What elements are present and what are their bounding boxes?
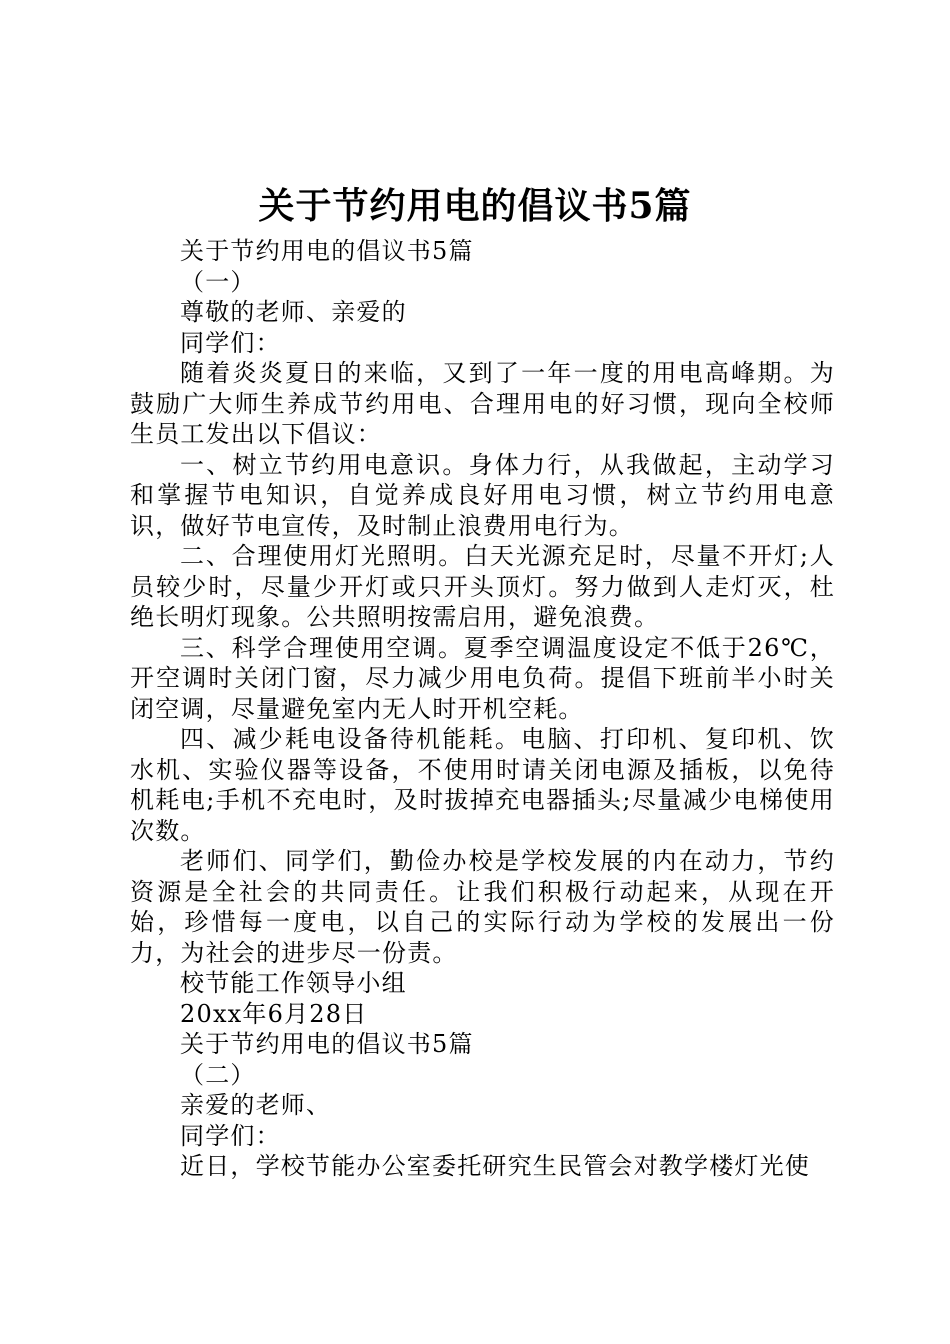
section-number: （一） xyxy=(180,267,256,296)
document-title: 关于节约用电的倡议书5篇 xyxy=(258,185,692,227)
body-paragraph: 二、合理使用灯光照明。白天光源充足时，尽量不开灯;人员较少时，尽量少开灯或只开头顶灯。努力做到人走灯灭，杜绝长明灯现象。公共照明按需启用，避免浪费。 xyxy=(130,542,835,631)
body-paragraph: 四、减少耗电设备待机能耗。电脑、打印机、复印机、饮水机、实验仪器等设备，不使用时请关闭电源及插板，以免待机耗电;手机不充电时，及时拔掉充电器插头;尽量减少电梯使用次数。 xyxy=(130,725,835,845)
salutation-line: 同学们： xyxy=(180,328,281,357)
section-number: （二） xyxy=(180,1060,256,1089)
date-line: 20xx年6月28日 xyxy=(180,999,368,1028)
body-paragraph: 一、树立节约用电意识。身体力行，从我做起，主动学习和掌握节电知识，自觉养成良好用电习惯，树立节约用电意识，做好节电宣传，及时制止浪费用电行为。 xyxy=(130,450,835,540)
body-paragraph: 老师们、同学们，勤俭办校是学校发展的内在动力，节约资源是全社会的共同责任。让我们积极行动起来，从现在开始，珍惜每一度电，以自己的实际行动为学校的发展出一份力，为社会的进步尽一份责。 xyxy=(130,847,835,967)
salutation-line: 尊敬的老师、亲爱的 xyxy=(180,298,407,326)
section-heading: 关于节约用电的倡议书5篇 xyxy=(180,237,474,265)
body-paragraph: 近日，学校节能办公室委托研究生民管会对教学楼灯光使 xyxy=(180,1152,810,1180)
signature-line: 校节能工作领导小组 xyxy=(180,969,407,997)
salutation-line: 同学们： xyxy=(180,1121,281,1150)
salutation-line: 亲爱的老师、 xyxy=(180,1091,332,1119)
body-paragraph: 三、科学合理使用空调。夏季空调温度设定不低于26℃，开空调时关闭门窗，尽力减少用电负荷。提倡下班前半小时关闭空调，尽量避免室内无人时开机空耗。 xyxy=(130,633,835,723)
section-heading: 关于节约用电的倡议书5篇 xyxy=(180,1030,474,1058)
document-body xyxy=(130,236,835,1182)
body-paragraph: 随着炎炎夏日的来临，又到了一年一度的用电高峰期。为鼓励广大师生养成节约用电、合理用电的好习惯，现向全校师生员工发出以下倡议： xyxy=(130,359,835,448)
